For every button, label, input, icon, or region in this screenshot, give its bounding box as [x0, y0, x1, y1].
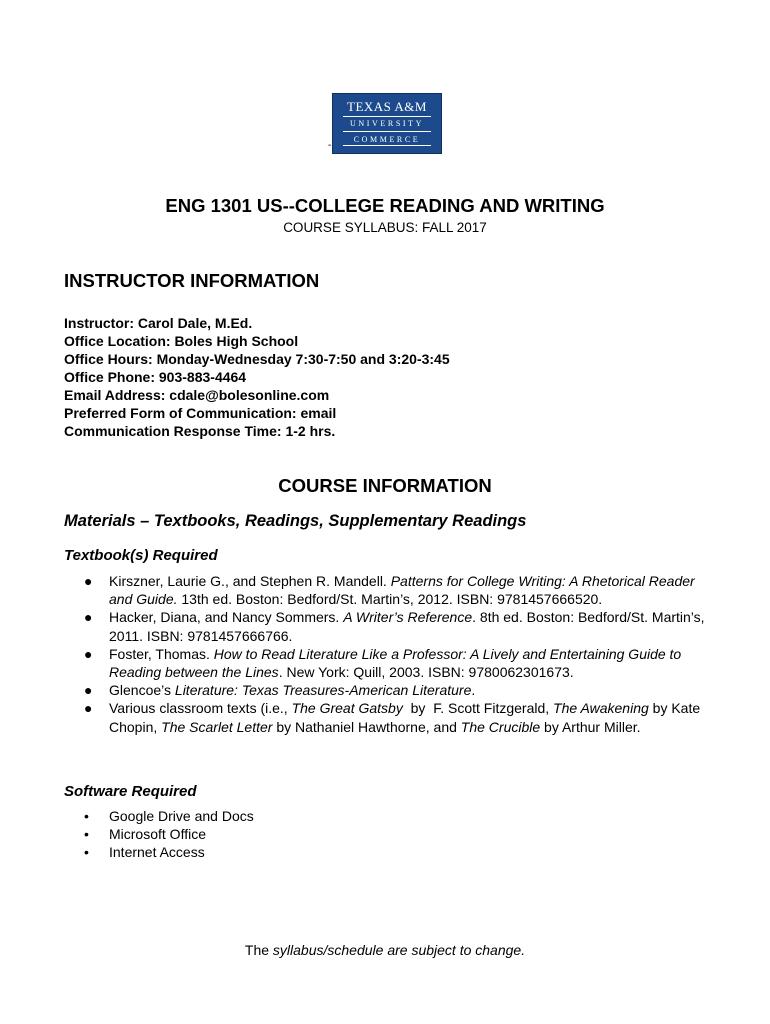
bullet-icon: ● — [84, 682, 93, 699]
bullet-icon: ● — [84, 609, 93, 626]
office-location: Office Location: Boles High School — [64, 333, 299, 349]
instructor-heading: INSTRUCTOR INFORMATION — [64, 270, 320, 291]
list-item: ● Kirszner, Laurie G., and Stephen R. Mandell. Patterns for College Writing: A Rhetorical Reader and Guide. 13th ed. Boston: Bedford/St. Martin’s, 2012. ISBN: 9781457666520. — [84, 573, 695, 608]
office-hours: Office Hours: Monday-Wednesday 7:30-7:50 and 3:20-3:45 — [64, 351, 450, 367]
response-time: Communication Response Time: 1-2 hrs. — [64, 423, 336, 439]
email-address: Email Address: cdale@bolesonline.com — [64, 387, 330, 403]
logo-rule — [343, 116, 431, 117]
list-item: • Google Drive and Docs — [84, 808, 254, 824]
course-info-heading: COURSE INFORMATION — [278, 475, 492, 496]
logo-dash: - — [328, 140, 332, 151]
list-item: ● Hacker, Diana, and Nancy Sommers. A Writer’s Reference. 8th ed. Boston: Bedford/St. Martin’s, 2011. ISBN: 9781457666766. — [84, 609, 705, 644]
bullet-icon: • — [84, 808, 89, 824]
course-subtitle: COURSE SYLLABUS: FALL 2017 — [283, 220, 487, 235]
software-heading: Software Required — [64, 783, 197, 800]
list-item: • Internet Access — [84, 844, 205, 861]
list-item: ● Foster, Thomas. How to Read Literature Like a Professor: A Lively and Entertaining Guide to Reading between the Lines. New York: Quill, 2003. ISBN: 9780062301673. — [84, 645, 682, 681]
instructor-details — [64, 314, 450, 440]
bullet-icon: • — [84, 844, 89, 861]
logo-rule — [343, 145, 431, 146]
bullet-icon: ● — [84, 573, 93, 589]
instructor-name: Instructor: Carol Dale, M.Ed. — [64, 315, 253, 331]
textbook-list — [84, 572, 721, 736]
logo-line-commerce: COMMERCE — [353, 135, 421, 144]
list-item: ● Glencoe’s Literature: Texas Treasures-American Literature. — [84, 682, 476, 699]
bullet-icon: ● — [84, 700, 93, 717]
bullet-icon: • — [84, 826, 89, 843]
preferred-communication: Preferred Form of Communication: email — [64, 405, 337, 421]
bullet-icon: ● — [84, 645, 93, 662]
logo-line-university: UNIVERSITY — [350, 119, 424, 128]
university-logo — [332, 93, 442, 154]
logo-rule — [343, 131, 431, 132]
textbooks-heading: Textbook(s) Required — [64, 547, 218, 564]
logo-line-texas-am: TEXAS A&M — [347, 99, 427, 114]
list-item: • Microsoft Office — [84, 826, 206, 843]
schedule-change-note: The syllabus/schedule are subject to change. — [244, 942, 526, 958]
list-item: ● Various classroom texts (i.e., The Great Gatsby by F. Scott Fitzgerald, The Awakening by Kate Chopin, The Scarlet Letter by Nathaniel Hawthorne, and The Crucible by Arthur Miller. — [84, 700, 701, 735]
office-phone: Office Phone: 903-883-4464 — [64, 369, 247, 385]
software-list — [84, 807, 409, 862]
course-title: ENG 1301 US--COLLEGE READING AND WRITING — [165, 195, 605, 216]
materials-heading: Materials – Textbooks, Readings, Supplementary Readings — [64, 512, 527, 530]
